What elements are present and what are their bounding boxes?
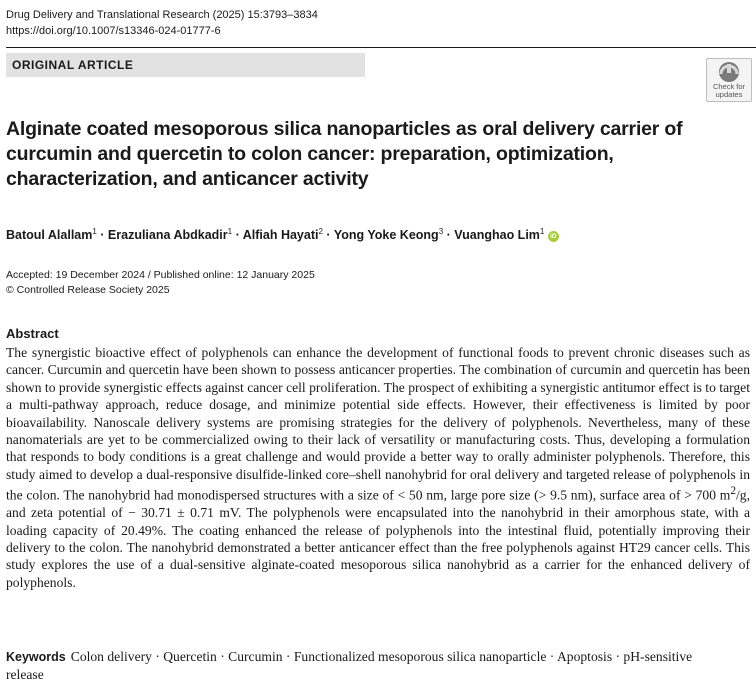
- orcid-icon[interactable]: iD: [548, 231, 559, 242]
- abstract-body: [6, 344, 750, 591]
- publication-history: Accepted: 19 December 2024 / Published online: 12 January 2025: [6, 269, 315, 281]
- author-name[interactable]: Vuanghao Lim: [454, 228, 540, 243]
- article-title: Alginate coated mesoporous silica nanoparticles as oral delivery carrier of curcumin and quercetin to colon cancer: preparation, optimization, characterization, and anticancer activity: [6, 118, 683, 190]
- copyright-line: © Controlled Release Society 2025: [6, 284, 170, 296]
- journal-header: [6, 7, 318, 39]
- publication-dates: [6, 268, 315, 298]
- keywords-list: Colon delivery · Quercetin · Curcumin · Functionalized mesoporous silica nanoparticle · Apoptosis · pH-sensitive release: [6, 649, 693, 683]
- check-updates-line1: Check for: [712, 82, 746, 91]
- journal-citation: Drug Delivery and Translational Research (2025) 15:3793–3834: [6, 9, 318, 21]
- check-updates-line2: updates: [715, 90, 743, 99]
- abstract-heading: Abstract: [6, 326, 59, 341]
- author-separator: ·: [322, 228, 334, 243]
- abstract-text-part2: /g, and zeta potential of − 30.71 ± 0.71 mV. The polyphenols were encapsulated into the nanohybrid in their amorphous state, with a loading capacity of 20.49%. The coating enhanced the release of polyphenols into the intestinal fluid, potentially improving their delivery to the colon. The nanohybrid demonstrated a better anticancer effect than the free polyphenols against HT29 cancer cells. This study explores the use of a dual-sensitive alginate-coated mesoporous silica nanohybrid as a carrier for the enhanced delivery of polyphenols.: [6, 487, 750, 590]
- author-affiliation: 2: [318, 227, 323, 236]
- author-affiliation: 1: [227, 227, 233, 236]
- keywords-section: [6, 648, 726, 685]
- check-for-updates-button[interactable]: [706, 58, 752, 102]
- author-affiliation: 1: [539, 227, 545, 236]
- doi-link[interactable]: https://doi.org/10.1007/s13346-024-01777-6: [6, 25, 221, 37]
- author-name[interactable]: Yong Yoke Keong: [333, 228, 439, 243]
- check-updates-icon: [716, 61, 742, 83]
- keywords-label: Keywords: [6, 650, 66, 664]
- author-separator: ·: [232, 228, 243, 243]
- header-rule: [6, 47, 756, 48]
- author-name[interactable]: Erazuliana Abdkadir: [107, 228, 228, 243]
- abstract-superscript: 2: [730, 485, 737, 498]
- author-affiliation: 3: [438, 227, 444, 236]
- author-separator: ·: [96, 228, 108, 243]
- article-type-banner: ORIGINAL ARTICLE: [6, 53, 365, 77]
- author-name[interactable]: Alfiah Hayati: [242, 228, 319, 243]
- author-name[interactable]: Batoul Alallam: [6, 228, 93, 243]
- author-list: [6, 223, 559, 244]
- author-affiliation: 1: [92, 227, 97, 236]
- abstract-text-part1: The synergistic bioactive effect of polyphenols can enhance the development of functional foods to prevent chronic diseases such as cancer. Curcumin and quercetin have been shown to possess anticancer properties. The combination of curcumin and quercetin has been shown to provide synergistic effects against cancer cell proliferation. The prospect of exhibiting a synergistic antitumor effect is to target a multi-pathway approach, reduce dosage, and minimize potential side effects. However, their effectiveness is limited by poor bioavailability. Nanoscale delivery systems are promising strategies for the delivery of polyphenols. Nevertheless, many of these nanomaterials are yet to be commercialized owing to their lack of versatility or manufacturing costs. Thus, developing a formulation that responds to body conditions is a great challenge and would provide a better way to orally administer polyphenols. Therefore, this study aimed to develop a dual-responsive disulfide-linked core–shell nanohybrid for oral delivery and targeted release of polyphenols in the colon. The nanohybrid had monodispersed structures with a size of < 50 nm, large pore size (> 9.5 nm), surface area of > 700 m: [6, 345, 750, 503]
- author-separator: ·: [443, 228, 455, 243]
